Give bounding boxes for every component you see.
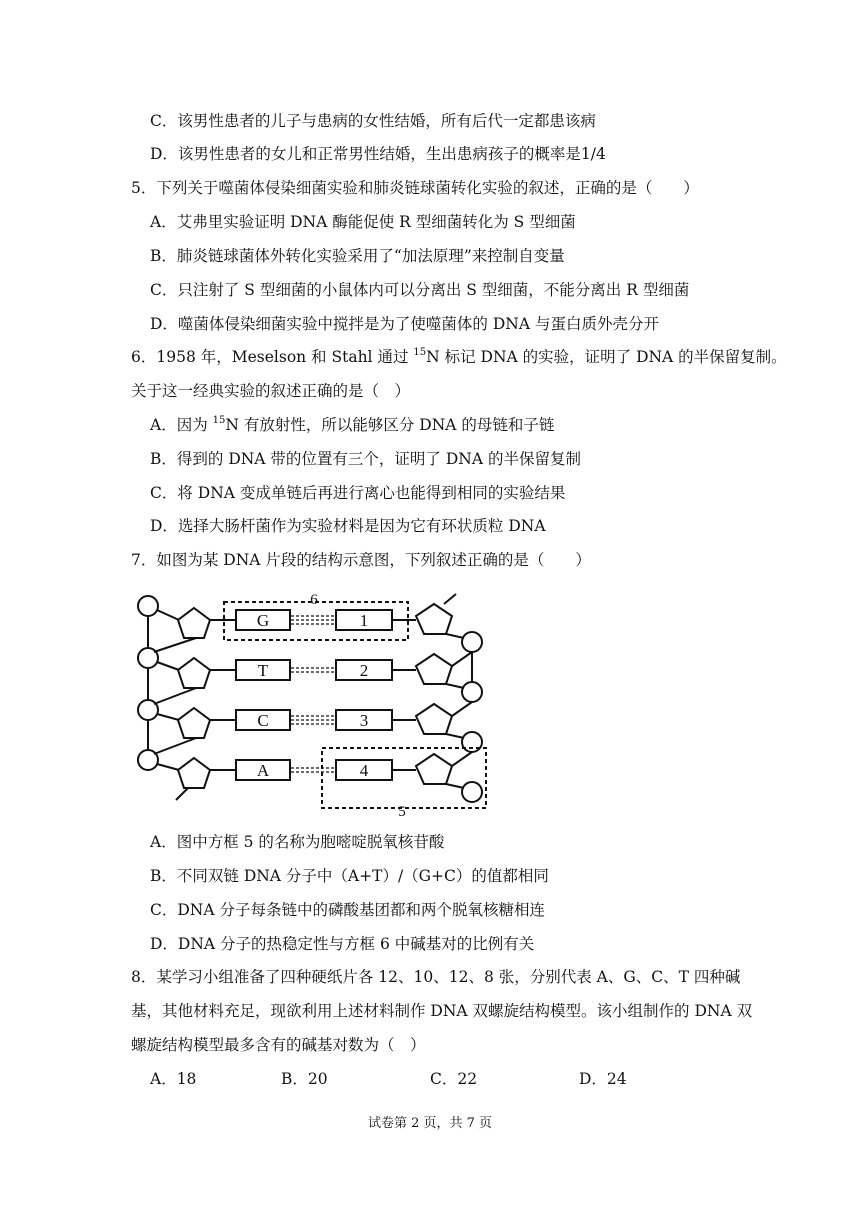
base-label-a: A — [256, 761, 270, 780]
q4-option-d: D．该男性患者的女儿和正常男性结婚，生出患病孩子的概率是1/4 — [150, 145, 606, 163]
q6-stem — [131, 346, 787, 368]
dna-structure-diagram — [126, 588, 496, 818]
deoxyribose-pentagon — [178, 658, 210, 688]
page-number-text: 试卷第 2 页，共 7 页 — [367, 1116, 493, 1131]
q5-stem: 5．下列关于噬菌体侵染细菌实验和肺炎链球菌转化实验的叙述，正确的是（ ） — [131, 179, 699, 197]
base-number-3: 3 — [359, 711, 369, 730]
q7-option-b: B．不同双链 DNA 分子中（A+T）/（G+C）的值都相同 — [150, 867, 549, 885]
q6-option-a-post: N 有放射性，所以能够区分 DNA 的母链和子链 — [225, 416, 555, 434]
q8-stem-line3: 螺旋结构模型最多含有的碱基对数为（ ） — [131, 1036, 426, 1054]
deoxyribose-pentagon — [178, 608, 210, 638]
phosphate-circle — [462, 682, 482, 702]
q6-stem-superscript: 15 — [413, 346, 427, 358]
q5-option-a: A．艾弗里实验证明 DNA 酶能促使 R 型细菌转化为 S 型细菌 — [150, 213, 576, 231]
q6-option-a-pre: A．因为 — [150, 416, 213, 434]
phosphate-circle — [138, 596, 158, 616]
q6-option-a-superscript: 15 — [212, 414, 226, 426]
q5-option-c: C．只注射了 S 型细菌的小鼠体内可以分离出 S 型细菌，不能分离出 R 型细菌 — [150, 281, 690, 299]
phosphate-circle — [462, 782, 482, 802]
q6-option-a — [150, 414, 554, 436]
q4-option-c: C．该男性患者的儿子与患病的女性结婚，所有后代一定都患该病 — [150, 112, 596, 130]
deoxyribose-pentagon — [416, 754, 452, 784]
base-number-2: 2 — [359, 661, 369, 680]
frame-5-label: 5 — [398, 804, 406, 818]
q5-option-d: D．噬菌体侵染细菌实验中搅拌是为了使噬菌体的 DNA 与蛋白质外壳分开 — [150, 315, 659, 333]
q8-option-b: B．20 — [281, 1070, 328, 1088]
q6-option-c: C．将 DNA 变成单链后再进行离心也能得到相同的实验结果 — [150, 484, 566, 502]
deoxyribose-pentagon — [178, 708, 210, 738]
q7-option-a: A．图中方框 5 的名称为胞嘧啶脱氧核苷酸 — [150, 833, 445, 851]
q8-option-d: D．24 — [579, 1070, 627, 1088]
deoxyribose-pentagon — [178, 758, 210, 788]
deoxyribose-pentagon — [416, 604, 452, 634]
base-number-1: 1 — [359, 611, 369, 630]
q5-option-b: B．肺炎链球菌体外转化实验采用了“加法原理”来控制自变量 — [150, 247, 565, 265]
deoxyribose-pentagon — [416, 704, 452, 734]
base-label-g: G — [256, 611, 270, 630]
base-number-4: 4 — [359, 761, 369, 780]
q7-option-d: D．DNA 分子的热稳定性与方框 6 中碱基对的比例有关 — [150, 935, 535, 953]
q6-option-d: D．选择大肠杆菌作为实验材料是因为它有环状质粒 DNA — [150, 517, 546, 535]
q7-option-c: C．DNA 分子每条链中的磷酸基团都和两个脱氧核糖相连 — [150, 901, 545, 919]
phosphate-circle — [462, 632, 482, 652]
q8-option-a: A．18 — [150, 1070, 197, 1088]
q8-stem-line1: 8．某学习小组准备了四种硬纸片各 12、10、12、8 张，分别代表 A、G、C、T 四种碱 — [131, 968, 741, 986]
q6-stem-post: N 标记 DNA 的实验，证明了 DNA 的半保留复制。 — [426, 348, 787, 366]
page-footer — [0, 1112, 860, 1131]
frame-6-label: 6 — [310, 592, 318, 608]
deoxyribose-pentagon — [416, 654, 452, 684]
q6-option-b: B．得到的 DNA 带的位置有三个，证明了 DNA 的半保留复制 — [150, 450, 581, 468]
base-label-t: T — [257, 661, 269, 680]
q6-stem-line2: 关于这一经典实验的叙述正确的是（ ） — [131, 382, 411, 400]
q6-stem-pre: 6．1958 年，Meselson 和 Stahl 通过 — [131, 348, 414, 366]
base-label-c: C — [257, 711, 269, 730]
q8-option-c: C．22 — [430, 1070, 478, 1088]
q7-stem: 7．如图为某 DNA 片段的结构示意图，下列叙述正确的是（ ） — [131, 551, 591, 569]
q8-stem-line2: 基，其他材料充足，现欲利用上述材料制作 DNA 双螺旋结构模型。该小组制作的 DNA 双 — [131, 1002, 753, 1020]
frame-5 — [322, 748, 486, 808]
